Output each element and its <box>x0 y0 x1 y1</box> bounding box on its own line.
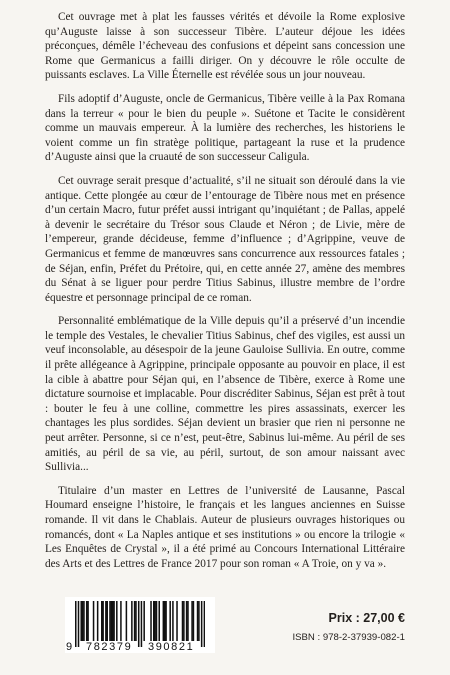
barcode-bar <box>86 601 88 641</box>
barcode-bar <box>134 601 136 641</box>
barcode-bar <box>102 601 104 641</box>
barcode-bar <box>176 601 178 641</box>
barcode-bar <box>111 601 113 641</box>
barcode-bar <box>158 601 160 641</box>
barcode-bar <box>186 601 188 641</box>
barcode-bar <box>150 601 152 641</box>
barcode-bar <box>93 601 95 641</box>
barcode-bar <box>187 601 189 641</box>
barcode-bar <box>126 601 128 641</box>
barcode-bar <box>156 601 158 641</box>
barcode-bar <box>75 601 77 647</box>
barcode-bar <box>198 601 200 641</box>
barcode-bar <box>109 601 111 641</box>
barcode-bar <box>116 601 118 641</box>
barcode-right-digits: 390821 <box>148 641 195 653</box>
barcode-bar <box>172 601 174 641</box>
barcode-bar <box>113 601 115 641</box>
barcode-first-digit: 9 <box>66 641 74 653</box>
barcode-bar <box>163 601 165 641</box>
barcode-bar <box>183 601 185 641</box>
barcode-bar <box>153 601 155 641</box>
barcode-bar <box>82 601 84 641</box>
isbn-label: ISBN : 978-2-37939-082-1 <box>292 632 405 643</box>
barcode-bar <box>78 601 80 647</box>
barcode-bar <box>112 601 114 641</box>
barcode-bar <box>141 601 143 647</box>
barcode-bar <box>193 601 195 641</box>
blurb-paragraph-2: Fils adoptif d’Auguste, oncle de Germanicus, Tibère veille à la Pax Romana dans la terreur « pour le bien du peuple ». Suétone et Tacite le considèrent comme un mauvais empereur. À la lumière des recherches, les historiens le voient comme un fin stratège politique, partageant la ruse et la prudence d’Auguste ainsi que la cruauté de son successeur Caligula. <box>45 92 405 164</box>
barcode-bar <box>164 601 166 641</box>
barcode-bar <box>204 601 205 647</box>
blurb-paragraph-4: Personnalité emblématique de la Ville depuis qu’il a préservé d’un incendie le temple des Vestales, le chevalier Titius Sabinus, chef des vigiles, est aussi un veuf inconsolable, au désespoir de la jeune Gauloise Sullivia. En outre, comme il prête allégeance à Agrippine, principale opposante au pouvoir en place, il est la cible à abattre pour Séjan qui, en l’absence de Tibère, exerce à Rome une dictature sournoise et implacable. Pour discréditer Sabinus, Séjan est prêt à tout : bouter le feu à une colline, commettre les pires assassinats, exercer les chantages les plus sordides. Séjan devient un brasier que rien ni personne ne peut arrêter. Personne, si ce n’est, peut-être, Sabinus lui-même. Au péril de ses amitiés, au péril de sa vie, au péril, surtout, de son amour naissant avec Sullivia... <box>45 315 405 474</box>
barcode-bar <box>105 601 107 641</box>
barcode-bar <box>182 601 184 641</box>
barcode-bar <box>87 601 89 641</box>
barcode-bar <box>138 601 140 647</box>
barcode-left-digits: 782379 <box>86 641 133 653</box>
barcode-bar <box>101 601 103 641</box>
barcode-bar <box>106 601 108 641</box>
barcode-bar <box>80 601 82 641</box>
blurb-paragraph-1: Cet ouvrage met à plat les fausses vérités et dévoile la Rome explosive qu’Auguste laisse à son successeur Tibère. L’auteur déjoue les idées préconçues, démêle l’écheveau des confusions et dépeint sans concession une Rome que Germanicus a failli diriger. On y découvre le rôle occulte de puissants esclaves. La Ville Éternelle est révélée sous un jour nouveau. <box>45 11 405 82</box>
barcode-bar <box>131 601 133 641</box>
price-label: Prix : 27,00 € <box>328 611 405 625</box>
barcode-bar <box>97 601 99 641</box>
barcode-bar <box>143 601 145 641</box>
barcode-bar <box>197 601 199 641</box>
blurb-paragraph-3: Cet ouvrage serait presque d’actualité, s’il ne situait son déroulé dans la vie antique. Cette plongée au cœur de l’entourage de Tibère nous met en présence d’un certain Macro, futur préfet aussi intrigant qu’inquiétant ; de Pallas, appelé à devenir le secrétaire du Trésor sous Claude et Néron ; de Livie, mère de l’empereur, grande décideuse, femme d’influence ; d’Agrippine, veuve de Germanicus et femme de manœuvres sans concurrence aux ressources fatales ; de Séjan, enfin, Préfet du Prétoire, qui, en cette année 27, amène des membres du Sénat à se liguer pour perdre Titius Sabinus, illustre membre de l’ordre équestre et personnage principal de ce roman. <box>45 174 405 304</box>
blurb-text <box>45 10 405 571</box>
barcode-bar <box>169 601 171 641</box>
barcode-bar <box>135 601 137 641</box>
barcode-bar <box>83 601 85 641</box>
barcode-bar <box>120 601 122 641</box>
blurb-paragraph-5: Titulaire d’un master en Lettres de l’université de Lausanne, Pascal Houmard enseigne l’histoire, le français et les langues anciennes en Suisse romande. Il vit dans le Chablais. Auteur de plusieurs ouvrages historiques ou romancés, dont « La Naples antique et ses institutions » ou encore la trilogie « Les Enquêtes de Crystal », il a été primé au Concours International Littéraire des Arts et des Lettres de France 2017 pour son roman « A Troie, on y va ». <box>45 484 405 570</box>
barcode-bar <box>154 601 156 641</box>
barcode-bar <box>201 601 203 647</box>
barcode <box>65 597 215 653</box>
barcode-bar <box>191 601 193 641</box>
barcode-bar <box>165 601 167 641</box>
